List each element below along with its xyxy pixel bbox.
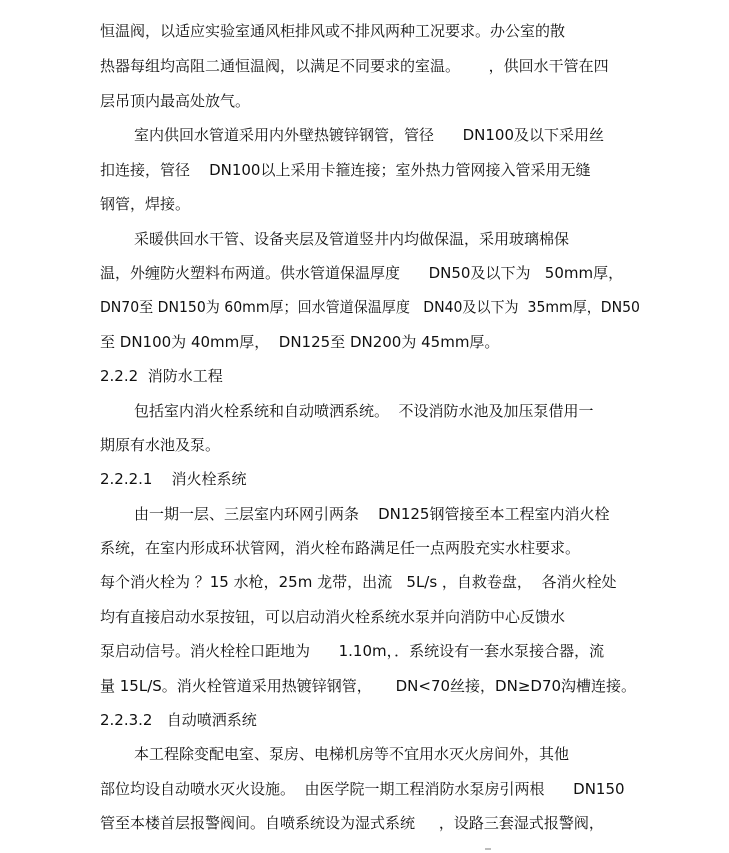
section-heading: 2.2.2.1 消火栓系统 bbox=[100, 470, 247, 488]
text-line: 钢管，焊接。 bbox=[100, 195, 191, 213]
text-line: 采暖供回水干管、设备夹层及管道竖井内均做保温，采用玻璃棉保 bbox=[134, 230, 570, 248]
text-line: 管至本楼首层报警阀间。自喷系统设为湿式系统 ，设路三套湿式报警阀， bbox=[100, 814, 604, 832]
text-line: 均有直接启动水泵按钮，可以启动消火栓系统水泵并向消防中心反馈水 bbox=[100, 608, 566, 626]
text-line: 系统，在室内形成环状管网，消火栓布路满足任一点两股充实水柱要求。 bbox=[100, 539, 581, 557]
text-line: 本工程除变配电室、泵房、电梯机房等不宜用水灭火房间外，其他 bbox=[134, 745, 570, 763]
text-line: DN70至 DN150为 60mm厚；回水管道保温厚度 DN40及以下为 35mm厚，DN50 bbox=[100, 298, 640, 316]
text-line: 每个消火栓为 ？15 水枪，25m 龙带，出流 5L/s ，自救卷盘， 各消火栓处 bbox=[100, 573, 617, 591]
section-heading: 2.2.3.2 自动喷洒系统 bbox=[100, 711, 257, 729]
text-line: 扣连接，管径 DN100以上采用卡箍连接；室外热力管网接入管采用无缝 bbox=[100, 161, 591, 179]
text-line: 温，外缠防火塑料布两道。供水管道保温厚度 DN50及以下为 50mm厚， bbox=[100, 264, 624, 282]
scan-mark bbox=[485, 848, 491, 850]
text-line: 期原有水池及泵。 bbox=[100, 436, 221, 454]
text-line: 层吊顶内最高处放气。 bbox=[100, 92, 251, 110]
text-line: 量 15L/S。消火栓管道采用热镀锌钢管， DN<70丝接，DN≥D70沟槽连接。 bbox=[100, 677, 637, 695]
section-heading: 2.2.2 消防水工程 bbox=[100, 367, 223, 385]
text-line: 泵启动信号。消火栓栓口距地为 1.10m，．系统设有一套水泵接合器，流 bbox=[100, 642, 605, 660]
text-line: 恒温阀，以适应实验室通风柜排风或不排风两种工况要求。办公室的散 bbox=[100, 22, 566, 40]
text-line: 部位均设自动喷水灭火设施。 由医学院一期工程消防水泵房引两根 DN150 bbox=[100, 780, 625, 798]
text-line: 至 DN100为 40mm厚， DN125至 DN200为 45mm厚。 bbox=[100, 333, 500, 351]
text-line: 热器每组均高阻二通恒温阀，以满足不同要求的室温。 ，供回水干管在四 bbox=[100, 57, 609, 75]
text-line: 由一期一层、三层室内环网引两条 DN125钢管接至本工程室内消火栓 bbox=[134, 505, 610, 523]
text-line: 室内供回水管道采用内外壁热镀锌钢管，管径 DN100及以下采用丝 bbox=[134, 126, 605, 144]
text-line: 包括室内消火栓系统和自动喷洒系统。 不设消防水池及加压泵借用一 bbox=[134, 402, 594, 420]
